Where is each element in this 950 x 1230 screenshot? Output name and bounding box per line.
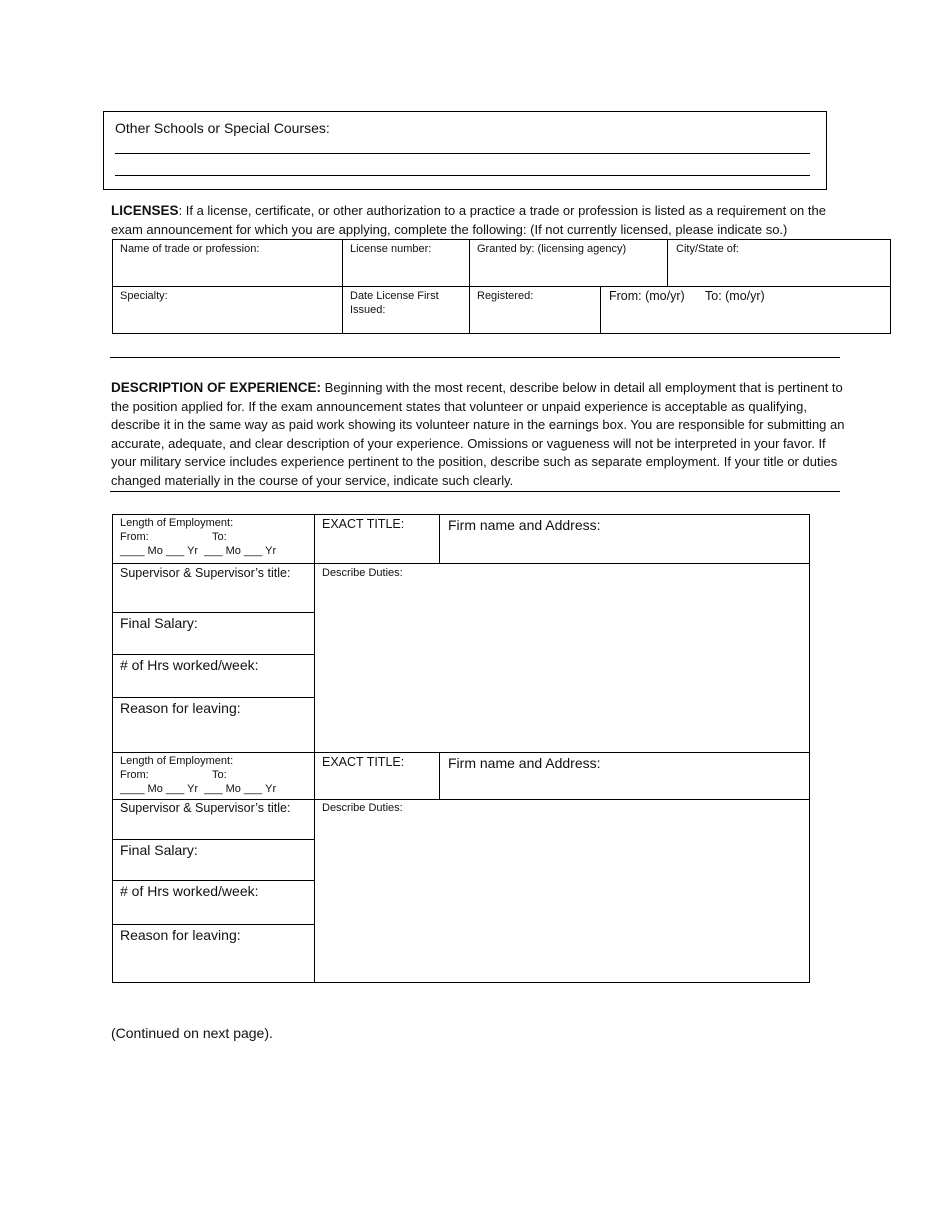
employment-1-length-label: Length of Employment:: [120, 517, 234, 529]
license-number-field[interactable]: License number:: [350, 243, 432, 255]
experience-heading: DESCRIPTION OF EXPERIENCE:: [111, 380, 322, 395]
experience-line-5: your military service includes experience pertinent to the position, describe such as separate employment. If your title or duties: [111, 454, 838, 469]
employment-2-salary-field[interactable]: Final Salary:: [120, 842, 198, 858]
employment-2-from-label: From:: [120, 769, 149, 781]
licenses-heading: LICENSES: [111, 203, 179, 218]
license-granted-by-field[interactable]: Granted by: (licensing agency): [477, 243, 627, 255]
experience-line-3: describe it in the same way as paid work showing its volunteer nature in the earnings box. You are responsible for submitting an: [111, 417, 845, 432]
experience-line-2: the position applied for. If the exam announcement states that volunteer or unpaid experience is acceptable as qualifying,: [111, 398, 807, 414]
employment-1-firm-field[interactable]: Firm name and Address:: [448, 517, 601, 533]
license-trade-field[interactable]: Name of trade or profession:: [120, 243, 260, 255]
section-divider: [110, 357, 840, 358]
employment-1-from-label: From:: [120, 531, 149, 543]
employment-2-length-field[interactable]: [120, 754, 276, 796]
licenses-text-line-2: exam announcement for which you are applying, complete the following: (If not currently licensed, please indicate so.): [111, 221, 788, 237]
employment-1-salary-field[interactable]: Final Salary:: [120, 615, 198, 631]
schools-blank-line-1[interactable]: [115, 153, 810, 154]
license-date-issued-field[interactable]: [350, 289, 439, 317]
license-date-issued-label-2: Issued:: [350, 304, 386, 316]
employment-2-reason-field[interactable]: Reason for leaving:: [120, 927, 241, 943]
employment-1-reason-field[interactable]: Reason for leaving:: [120, 700, 241, 716]
employment-2-length-label: Length of Employment:: [120, 755, 234, 767]
experience-line-1: Beginning with the most recent, describe below in detail all employment that is pertinent to: [321, 380, 843, 395]
schools-blank-line-2[interactable]: [115, 175, 810, 176]
employment-2-to-label: To:: [212, 769, 227, 781]
experience-line-4: accurate, adequate, and clear description of your experience. Omissions or vagueness will not be interpreted in your favor. If: [111, 435, 826, 451]
employment-2-firm-field[interactable]: Firm name and Address:: [448, 755, 601, 771]
license-city-state-field[interactable]: City/State of:: [676, 243, 739, 255]
employment-1-exact-title-field[interactable]: EXACT TITLE:: [322, 517, 405, 531]
other-schools-label: Other Schools or Special Courses:: [115, 120, 330, 136]
employment-1-supervisor-field[interactable]: Supervisor & Supervisor’s title:: [120, 566, 291, 580]
employment-1-dates: ____ Mo ___ Yr ___ Mo ___ Yr: [120, 545, 277, 557]
employment-2-duties-field[interactable]: Describe Duties:: [322, 802, 403, 814]
employment-2-hours-field[interactable]: # of Hrs worked/week:: [120, 883, 259, 899]
licenses-text-line-1: : If a license, certificate, or other authorization to a practice a trade or profession is listed as a requirement on the: [178, 203, 826, 218]
employment-1-duties-field[interactable]: Describe Duties:: [322, 567, 403, 579]
employment-2-exact-title-field[interactable]: EXACT TITLE:: [322, 755, 405, 769]
license-to-field[interactable]: To: (mo/yr): [705, 289, 765, 303]
employment-1-to-label: To:: [212, 531, 227, 543]
employment-2-supervisor-field[interactable]: Supervisor & Supervisor’s title:: [120, 801, 291, 815]
experience-line-6: changed materially in the course of your service, indicate such clearly.: [111, 472, 514, 488]
license-from-field[interactable]: From: (mo/yr): [609, 289, 685, 303]
experience-intro: [111, 379, 851, 490]
continued-note: (Continued on next page).: [111, 1025, 273, 1041]
license-specialty-field[interactable]: Specialty:: [120, 290, 168, 302]
license-registered-field[interactable]: Registered:: [477, 290, 534, 302]
experience-divider: [110, 491, 840, 492]
license-date-issued-label-1: Date License First: [350, 290, 439, 302]
licenses-intro: [111, 202, 871, 239]
employment-1-length-field[interactable]: [120, 516, 276, 558]
employment-2-dates: ____ Mo ___ Yr ___ Mo ___ Yr: [120, 783, 277, 795]
employment-1-hours-field[interactable]: # of Hrs worked/week:: [120, 657, 259, 673]
